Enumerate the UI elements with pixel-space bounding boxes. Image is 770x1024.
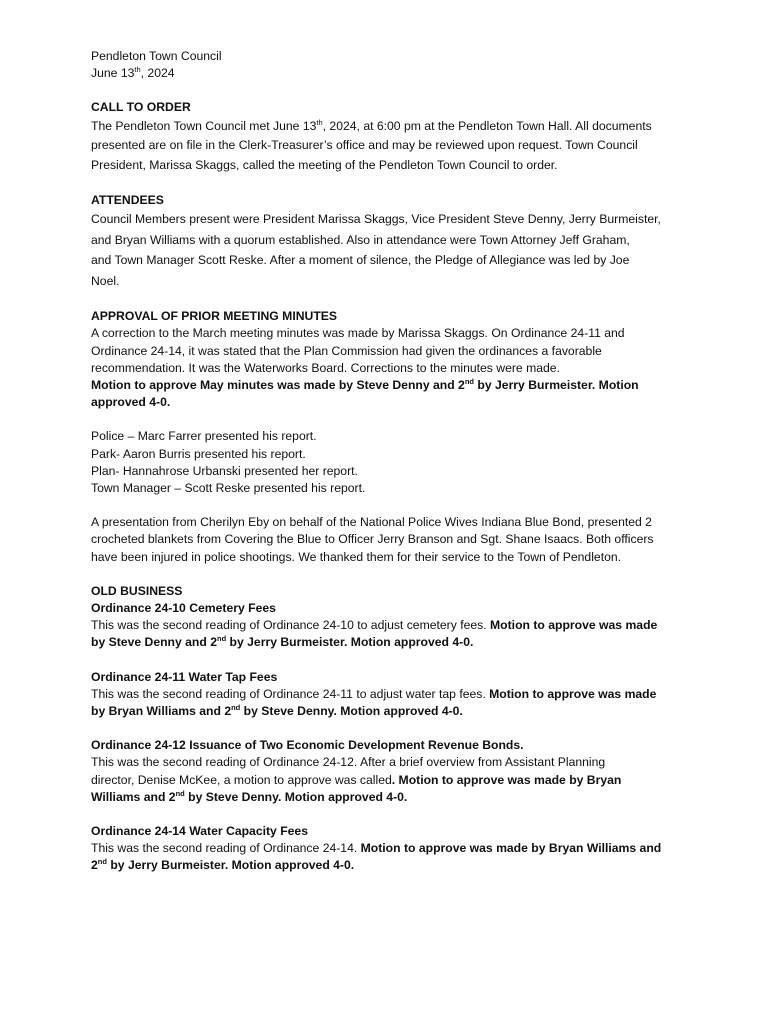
ordinance-title: Ordinance 24-12 Issuance of Two Economic Development Revenue Bonds. [91,738,524,753]
section-call-to-order [91,99,691,175]
motion-line [91,857,691,874]
motion-line [91,789,691,806]
text-run: Motion to approve May minutes was made by Steve Denny and 2 [91,377,465,392]
report-line: Police – Marc Farrer presented his report. [91,429,317,444]
ordinal-suffix: nd [175,788,185,798]
text-run: This was the second reading of Ordinance 24-14. [91,841,361,856]
text-run: This was the second reading of Ordinance 24-11 to adjust water tap fees. [91,686,490,701]
text-run: by Steve Denny. Motion approved 4-0. [184,789,408,804]
paragraph-line [91,686,691,703]
section-heading: OLD BUSINESS [91,583,183,598]
meeting-date [91,65,691,82]
section-attendees [91,192,691,291]
text-run: 2 [91,858,98,873]
motion-line: approved 4-0. [91,395,171,410]
report-line: Plan- Hannahrose Urbanski presented her report. [91,463,358,478]
section-old-business [91,583,691,875]
paragraph-line: President, Marissa Skaggs, called the meeting of the Pendleton Town Council to order. [91,157,558,172]
ordinance-title: Ordinance 24-11 Water Tap Fees [91,669,278,684]
motion-text: Motion to approve was made [490,618,658,633]
section-heading: APPROVAL OF PRIOR MEETING MINUTES [91,309,338,324]
motion-text: Motion to approve was made [489,686,657,701]
ordinal-suffix: nd [97,857,107,867]
paragraph-line: This was the second reading of Ordinance 24-12. After a brief overview from Assistant Planning [91,755,606,770]
paragraph-line [91,772,691,789]
text-run: by Steve Denny. Motion approved 4-0. [240,703,463,718]
ordinance-24-11 [91,669,691,721]
date-text: June 13 [91,66,135,81]
section-presentation [91,514,691,566]
ordinal-suffix: nd [216,634,227,644]
ordinal-suffix: nd [464,376,475,386]
document-header [91,48,691,82]
ordinance-title: Ordinance 24-10 Cemetery Fees [91,600,276,615]
paragraph-line: A correction to the March meeting minutes was made by Marissa Skaggs. On Ordinance 24-11 and [91,326,625,341]
paragraph-line: Ordinance 24-14, it was stated that the Plan Commission had given the ordinances a favorable [91,343,602,358]
paragraph-line: crocheted blankets from Covering the Blue to Officer Jerry Branson and Sgt. Shane Isaacs. Both officers [91,532,654,547]
paragraph-line [91,617,691,634]
text-run: The Pendleton Town Council met June 13 [91,118,317,133]
text-run: , 2024, at 6:00 pm at the Pendleton Town Hall. All documents [322,118,652,133]
section-heading: ATTENDEES [91,193,164,208]
paragraph-line: Council Members present were President Marissa Skaggs, Vice President Steve Denny, Jerry Burmeister, [91,212,661,227]
paragraph-line: Noel. [91,273,120,288]
paragraph-line [91,840,691,857]
paragraph-line: and Town Manager Scott Reske. After a moment of silence, the Pledge of Allegiance was led by Joe [91,253,630,268]
paragraph-line: and Bryan Williams with a quorum established. Also in attendance were Town Attorney Jeff Graham, [91,232,630,247]
text-run: by Jerry Burmeister. Motion approved 4-0. [226,635,474,650]
text-run: by Jerry Burmeister. Motion approved 4-0. [106,858,355,873]
section-reports [91,428,691,497]
ordinance-24-12 [91,737,691,806]
date-suffix: th [134,65,141,75]
ordinance-24-10 [91,600,691,652]
text-run: by Steve Denny and 2 [91,635,217,650]
ordinance-24-14 [91,823,691,875]
minutes-document [91,48,691,875]
text-run: by Bryan Williams and 2 [91,703,232,718]
motion-text: Motion to approve was made by Bryan Williams and [360,841,662,856]
text-run: Williams and 2 [91,789,176,804]
paragraph-line: have been injured in police shootings. We thanked them for their service to the Town of Pendleton. [91,549,622,564]
ordinance-title: Ordinance 24-14 Water Capacity Fees [91,823,308,838]
text-run: This was the second reading of Ordinance 24-10 to adjust cemetery fees. [91,618,491,633]
motion-line [91,377,691,394]
text-run: by Jerry Burmeister. Motion [474,377,639,392]
paragraph-line: A presentation from Cherilyn Eby on behalf of the National Police Wives Indiana Blue Bond, presented 2 [91,515,652,530]
org-name: Pendleton Town Council [91,49,222,63]
ordinal-suffix: th [316,117,323,127]
report-line: Park- Aaron Burris presented his report. [91,446,306,461]
date-year: , 2024 [140,66,175,81]
motion-line [91,703,691,720]
paragraph-line [91,117,691,137]
motion-text: . Motion to approve was made by Bryan [391,772,622,787]
text-run: director, Denise McKee, a motion to approve was called [91,772,392,787]
paragraph-line: recommendation. It was the Waterworks Board. Corrections to the minutes were made. [91,360,560,375]
section-heading: CALL TO ORDER [91,100,191,115]
report-line: Town Manager – Scott Reske presented his report. [91,480,366,495]
motion-line [91,634,691,651]
section-approval-minutes [91,308,691,411]
paragraph-line: presented are on file in the Clerk-Treasurer’s office and may be reviewed upon request. Town Council [91,138,638,153]
ordinal-suffix: nd [231,702,241,712]
